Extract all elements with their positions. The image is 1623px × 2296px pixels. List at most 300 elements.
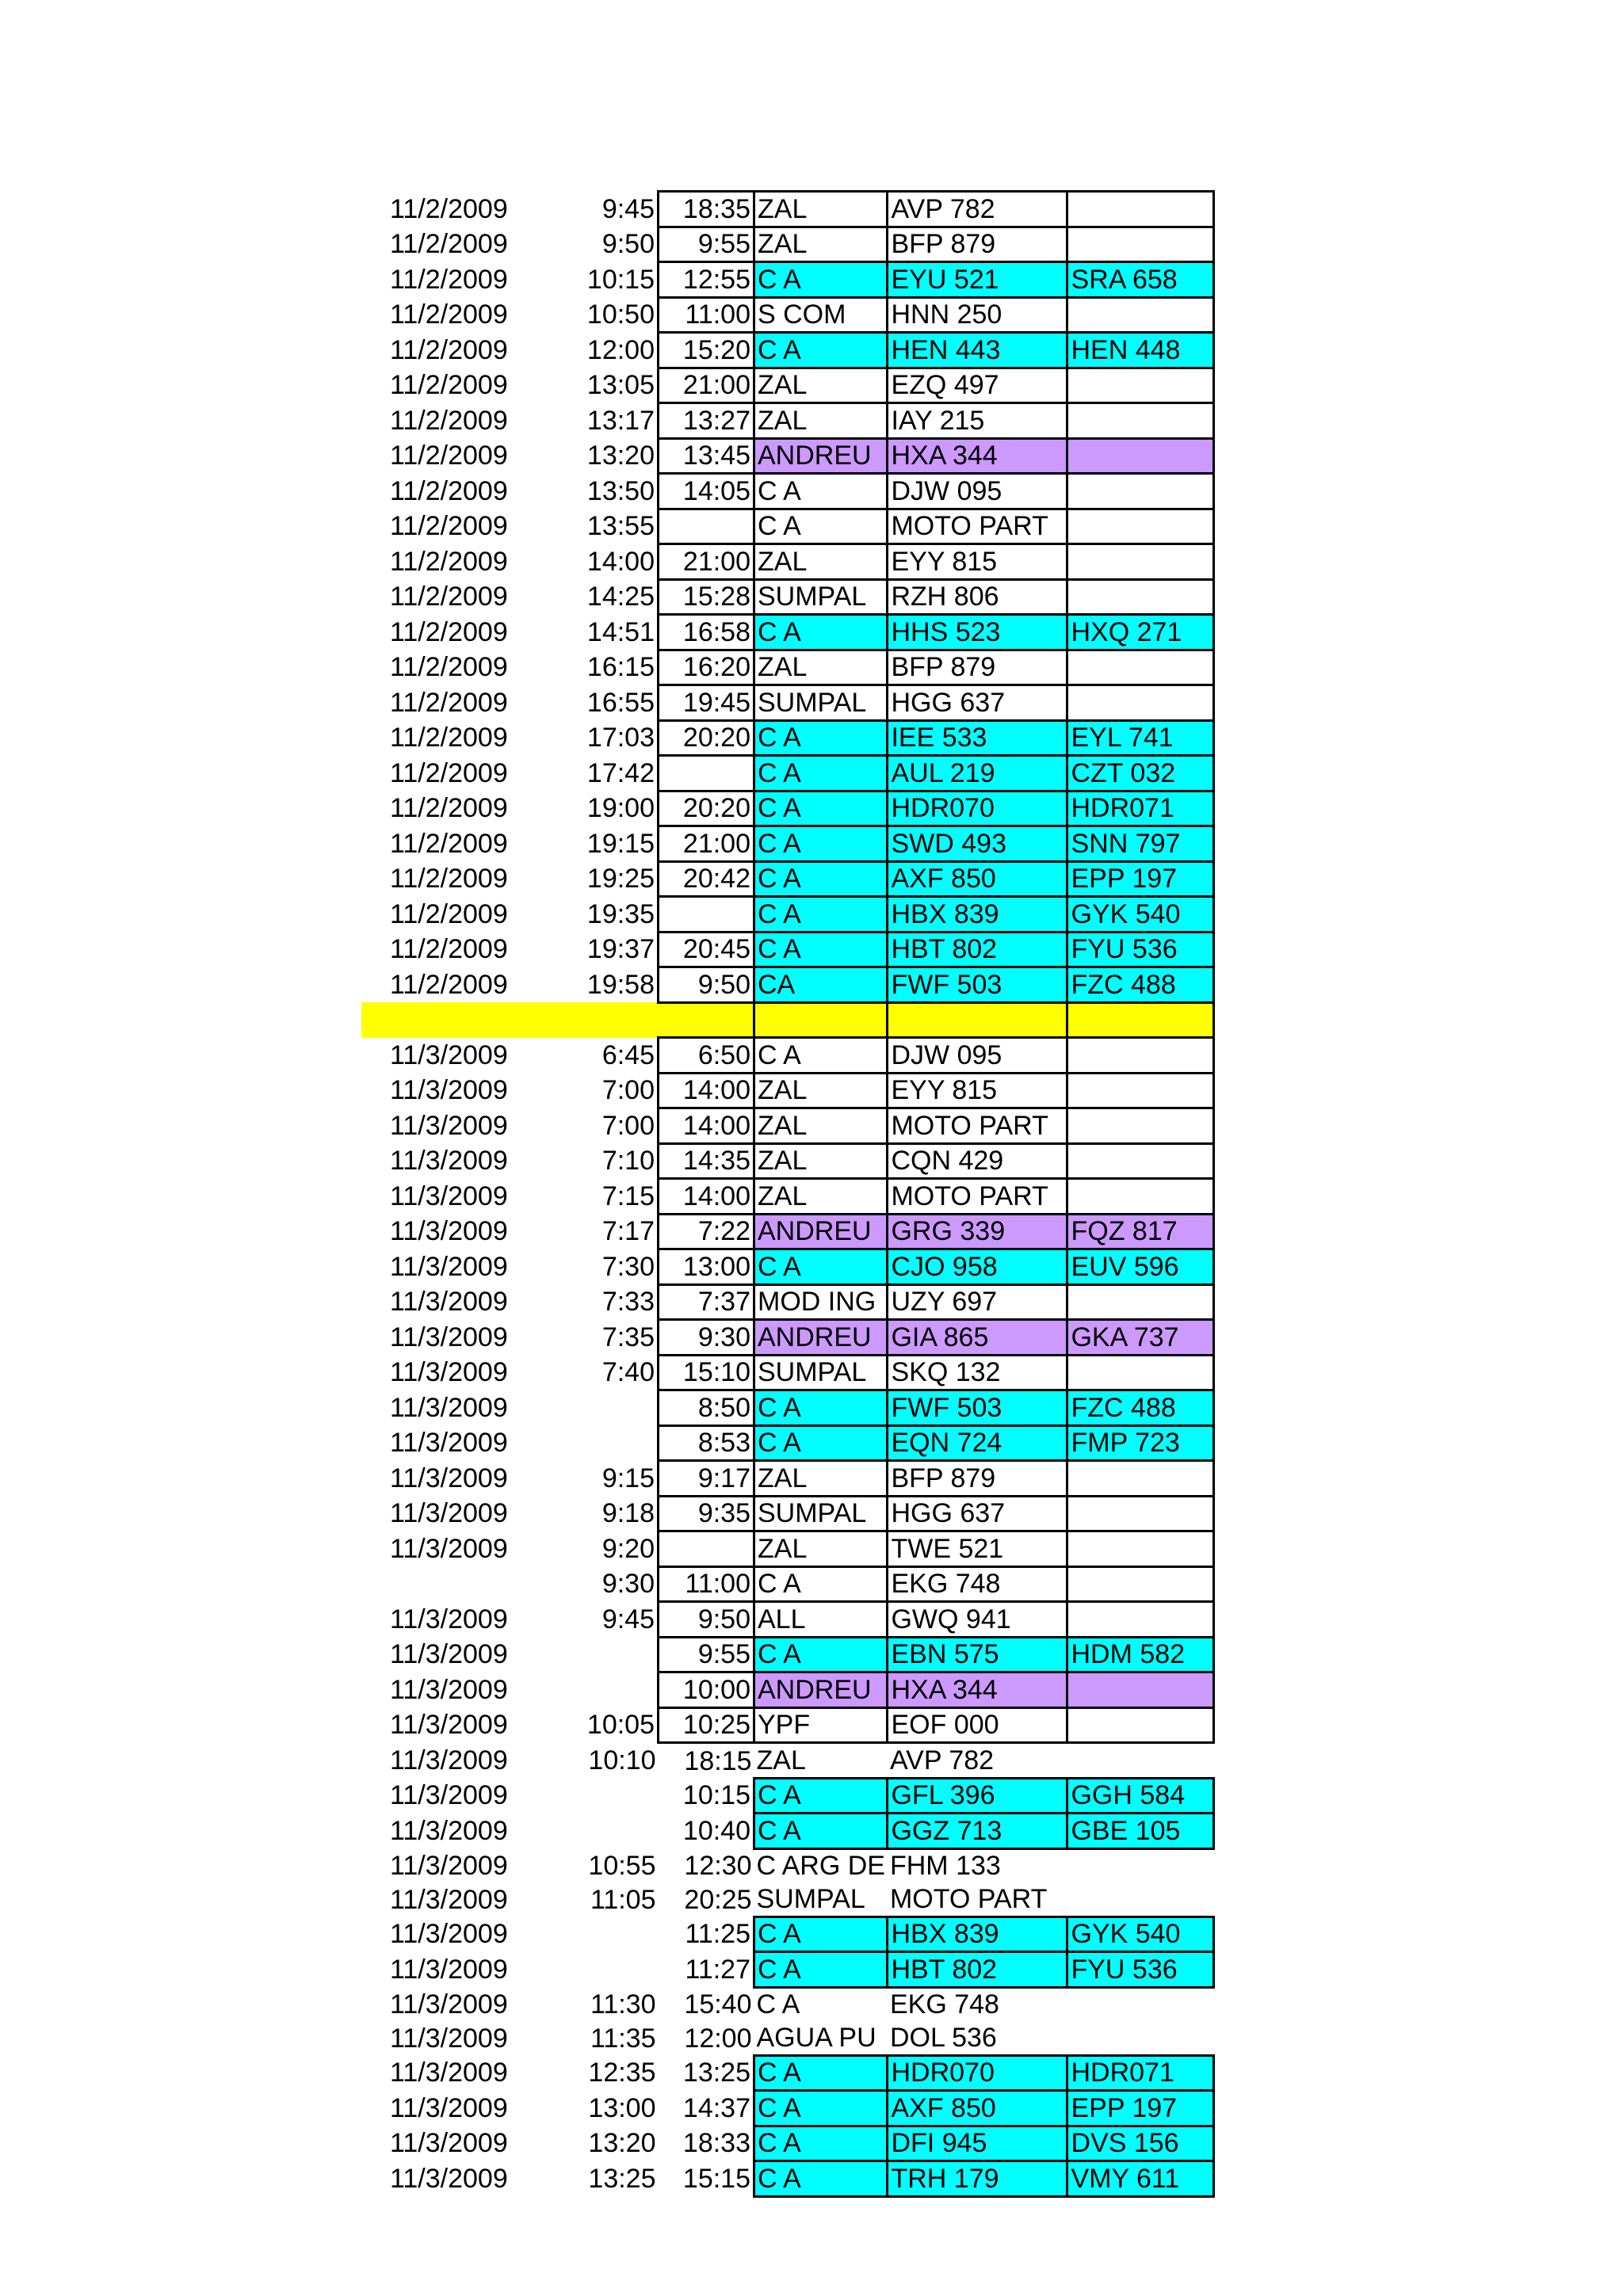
date-cell[interactable]: 11/3/2009: [390, 1639, 508, 1670]
end-time-cell[interactable]: 8:50: [659, 1390, 754, 1426]
plate-cell[interactable]: AXF 850: [888, 861, 1067, 897]
end-time-cell[interactable]: 10:15: [682, 1780, 750, 1811]
company-cell[interactable]: ZAL: [754, 192, 888, 227]
start-time-cell[interactable]: 16:15: [586, 652, 655, 683]
company-cell[interactable]: ZAL: [754, 1179, 888, 1215]
second-plate-cell[interactable]: HDR071: [1067, 2055, 1214, 2091]
end-time-cell[interactable]: 7:37: [659, 1284, 754, 1320]
second-plate-cell[interactable]: GYK 540: [1067, 1917, 1214, 1952]
date-cell[interactable]: 11/3/2009: [390, 1533, 508, 1564]
second-plate-cell[interactable]: [1067, 403, 1214, 439]
plate-cell[interactable]: HEN 443: [888, 333, 1067, 368]
plate-cell[interactable]: MOTO PART: [888, 509, 1067, 544]
end-time-cell[interactable]: 9:17: [659, 1461, 754, 1497]
second-plate-cell[interactable]: FMP 723: [1067, 1425, 1214, 1461]
company-cell[interactable]: C A: [754, 1917, 888, 1952]
start-time-cell[interactable]: 14:51: [586, 616, 655, 647]
date-cell[interactable]: 11/3/2009: [390, 1180, 508, 1211]
date-cell[interactable]: 11/3/2009: [390, 2163, 508, 2194]
date-cell[interactable]: 11/2/2009: [390, 793, 508, 824]
start-time-cell[interactable]: 10:50: [586, 299, 655, 330]
company-cell[interactable]: ANDREU: [754, 1214, 888, 1249]
start-time-cell[interactable]: 19:00: [586, 793, 655, 824]
start-time-cell[interactable]: 13:00: [588, 2092, 656, 2123]
start-time-cell[interactable]: 6:45: [601, 1039, 655, 1070]
plate-cell[interactable]: FWF 503: [888, 1390, 1067, 1426]
end-time-cell[interactable]: 10:00: [659, 1672, 754, 1708]
company-cell[interactable]: C A: [754, 615, 888, 650]
company-cell[interactable]: C A: [754, 1566, 888, 1602]
second-plate-cell[interactable]: [1067, 1143, 1214, 1179]
start-time-cell[interactable]: [543, 1778, 659, 1814]
date-cell[interactable]: [361, 1002, 543, 1038]
plate-cell[interactable]: FHM 133: [889, 1851, 1001, 1882]
date-cell[interactable]: 11/3/2009: [390, 1463, 508, 1493]
date-cell[interactable]: 11/3/2009: [390, 1287, 508, 1318]
second-plate-cell[interactable]: HEN 448: [1067, 333, 1214, 368]
start-time-cell[interactable]: 17:42: [586, 757, 655, 788]
company-cell[interactable]: C A: [754, 1390, 888, 1426]
end-time-cell[interactable]: 12:00: [684, 2023, 752, 2054]
end-time-cell[interactable]: 19:45: [659, 685, 754, 721]
date-cell[interactable]: 11/3/2009: [390, 1884, 508, 1915]
second-plate-cell[interactable]: [1067, 1002, 1214, 1038]
plate-cell[interactable]: MOTO PART: [888, 1108, 1067, 1144]
second-plate-cell[interactable]: FYU 536: [1067, 932, 1214, 967]
date-cell[interactable]: 11/3/2009: [390, 1815, 508, 1846]
end-time-cell[interactable]: 9:55: [659, 1637, 754, 1672]
start-time-cell[interactable]: 7:40: [601, 1357, 655, 1388]
company-cell[interactable]: C A: [754, 2055, 888, 2091]
start-time-cell[interactable]: 9:15: [601, 1463, 655, 1493]
end-time-cell[interactable]: 21:00: [659, 544, 754, 580]
plate-cell[interactable]: GWQ 941: [888, 1602, 1067, 1638]
end-time-cell[interactable]: 9:50: [659, 967, 754, 1003]
end-time-cell[interactable]: 9:55: [659, 227, 754, 262]
plate-cell[interactable]: EOF 000: [888, 1707, 1067, 1743]
end-time-cell[interactable]: 11:25: [685, 1919, 750, 1950]
start-time-cell[interactable]: [543, 1917, 659, 1952]
second-plate-cell[interactable]: HDM 582: [1067, 1637, 1214, 1672]
end-time-cell[interactable]: 14:00: [659, 1108, 754, 1144]
second-plate-cell[interactable]: [1067, 297, 1214, 333]
start-time-cell[interactable]: 19:58: [586, 969, 655, 1000]
company-cell[interactable]: C A: [754, 1952, 888, 1988]
date-cell[interactable]: 11/2/2009: [390, 405, 508, 436]
date-cell[interactable]: 11/3/2009: [390, 1357, 508, 1388]
end-time-cell[interactable]: 13:27: [659, 403, 754, 439]
end-time-cell[interactable]: 20:20: [659, 720, 754, 756]
end-time-cell[interactable]: 9:35: [659, 1496, 754, 1531]
second-plate-cell[interactable]: [1067, 1355, 1214, 1390]
date-cell[interactable]: 11/3/2009: [390, 1989, 508, 2019]
end-time-cell[interactable]: 11:00: [659, 1566, 754, 1602]
date-cell[interactable]: 11/3/2009: [390, 2023, 508, 2054]
date-cell[interactable]: 11/2/2009: [390, 934, 508, 965]
plate-cell[interactable]: [888, 1002, 1067, 1038]
company-cell[interactable]: C A: [754, 509, 888, 544]
plate-cell[interactable]: HGG 637: [888, 685, 1067, 721]
plate-cell[interactable]: EYY 815: [888, 544, 1067, 580]
end-time-cell[interactable]: 18:33: [682, 2128, 750, 2159]
plate-cell[interactable]: EKG 748: [889, 1989, 999, 2020]
date-cell[interactable]: 11/2/2009: [390, 193, 508, 224]
company-cell[interactable]: ZAL: [754, 1143, 888, 1179]
plate-cell[interactable]: SWD 493: [888, 826, 1067, 862]
end-time-cell[interactable]: 11:00: [659, 297, 754, 333]
start-time-cell[interactable]: 9:30: [601, 1569, 655, 1600]
end-time-cell[interactable]: 16:20: [659, 650, 754, 685]
second-plate-cell[interactable]: [1067, 1179, 1214, 1215]
plate-cell[interactable]: GIA 865: [888, 1320, 1067, 1356]
company-cell[interactable]: C A: [754, 1637, 888, 1672]
end-time-cell[interactable]: 14:05: [659, 474, 754, 509]
date-cell[interactable]: 11/2/2009: [390, 828, 508, 859]
date-cell[interactable]: 11/2/2009: [390, 757, 508, 788]
start-time-cell[interactable]: 13:50: [586, 475, 655, 506]
date-cell[interactable]: 11/2/2009: [390, 475, 508, 506]
start-time-cell[interactable]: 16:55: [586, 687, 655, 718]
company-cell[interactable]: C A: [754, 1814, 888, 1849]
second-plate-cell[interactable]: [1067, 650, 1214, 685]
date-cell[interactable]: 11/3/2009: [390, 1146, 508, 1177]
company-cell[interactable]: S COM: [754, 297, 888, 333]
start-time-cell[interactable]: 9:20: [601, 1533, 655, 1564]
start-time-cell[interactable]: 7:35: [601, 1322, 655, 1352]
start-time-cell[interactable]: 7:33: [601, 1287, 655, 1318]
end-time-cell[interactable]: 20:42: [659, 861, 754, 897]
date-cell[interactable]: 11/3/2009: [390, 1075, 508, 1106]
company-cell[interactable]: ZAL: [754, 1073, 888, 1108]
company-cell[interactable]: ZAL: [754, 650, 888, 685]
plate-cell[interactable]: TWE 521: [888, 1531, 1067, 1567]
end-time-cell[interactable]: 20:20: [659, 791, 754, 826]
second-plate-cell[interactable]: [1067, 474, 1214, 509]
company-cell[interactable]: ZAL: [756, 1745, 806, 1775]
second-plate-cell[interactable]: [1067, 1108, 1214, 1144]
company-cell[interactable]: SUMPAL: [756, 1883, 865, 1914]
plate-cell[interactable]: HBT 802: [888, 932, 1067, 967]
second-plate-cell[interactable]: HDR071: [1067, 791, 1214, 826]
end-time-cell[interactable]: 15:28: [659, 579, 754, 615]
plate-cell[interactable]: HGG 637: [888, 1496, 1067, 1531]
plate-cell[interactable]: AXF 850: [888, 2091, 1067, 2126]
company-cell[interactable]: C A: [754, 1038, 888, 1074]
start-time-cell[interactable]: 9:45: [601, 1604, 655, 1634]
date-cell[interactable]: 11/2/2009: [390, 511, 508, 542]
second-plate-cell[interactable]: [1067, 685, 1214, 721]
date-cell[interactable]: 11/3/2009: [390, 1392, 508, 1423]
end-time-cell[interactable]: [659, 756, 754, 791]
company-cell[interactable]: C A: [754, 474, 888, 509]
end-time-cell[interactable]: [659, 1002, 754, 1038]
second-plate-cell[interactable]: [1067, 1672, 1214, 1708]
date-cell[interactable]: 11/2/2009: [390, 264, 508, 295]
company-cell[interactable]: C A: [754, 2161, 888, 2197]
date-cell[interactable]: 11/3/2009: [390, 1251, 508, 1282]
company-cell[interactable]: C A: [754, 2126, 888, 2161]
end-time-cell[interactable]: 14:00: [659, 1073, 754, 1108]
plate-cell[interactable]: HHS 523: [888, 615, 1067, 650]
start-time-cell[interactable]: [543, 1002, 659, 1038]
plate-cell[interactable]: CJO 958: [888, 1249, 1067, 1285]
second-plate-cell[interactable]: [1067, 1531, 1214, 1567]
end-time-cell[interactable]: 8:53: [659, 1425, 754, 1461]
company-cell[interactable]: C A: [754, 897, 888, 933]
end-time-cell[interactable]: [659, 897, 754, 933]
second-plate-cell[interactable]: EPP 197: [1067, 861, 1214, 897]
second-plate-cell[interactable]: [1067, 1707, 1214, 1743]
plate-cell[interactable]: EBN 575: [888, 1637, 1067, 1672]
second-plate-cell[interactable]: CZT 032: [1067, 756, 1214, 791]
company-cell[interactable]: C A: [756, 1989, 800, 2020]
date-cell[interactable]: 11/3/2009: [390, 1954, 508, 1985]
plate-cell[interactable]: EYY 815: [888, 1073, 1067, 1108]
date-cell[interactable]: 11/2/2009: [390, 723, 508, 753]
company-cell[interactable]: ANDREU: [754, 1320, 888, 1356]
plate-cell[interactable]: EZQ 497: [888, 368, 1067, 403]
date-cell[interactable]: 11/2/2009: [390, 616, 508, 647]
second-plate-cell[interactable]: [1067, 1284, 1214, 1320]
plate-cell[interactable]: RZH 806: [888, 579, 1067, 615]
second-plate-cell[interactable]: [1067, 1848, 1214, 1882]
start-time-cell[interactable]: 12:00: [586, 334, 655, 365]
date-cell[interactable]: 11/3/2009: [390, 1604, 508, 1634]
date-cell[interactable]: 11/3/2009: [390, 1850, 508, 1881]
second-plate-cell[interactable]: [1067, 509, 1214, 544]
second-plate-cell[interactable]: SNN 797: [1067, 826, 1214, 862]
start-time-cell[interactable]: 14:00: [586, 546, 655, 577]
end-time-cell[interactable]: 7:22: [659, 1214, 754, 1249]
plate-cell[interactable]: EKG 748: [888, 1566, 1067, 1602]
start-time-cell[interactable]: 7:00: [601, 1075, 655, 1106]
end-time-cell[interactable]: 10:40: [682, 1815, 750, 1846]
company-cell[interactable]: C A: [754, 2091, 888, 2126]
start-time-cell[interactable]: 7:00: [601, 1110, 655, 1141]
company-cell[interactable]: ZAL: [754, 1108, 888, 1144]
start-time-cell[interactable]: 14:25: [586, 582, 655, 612]
company-cell[interactable]: C A: [754, 932, 888, 967]
date-cell[interactable]: 11/2/2009: [390, 652, 508, 683]
date-cell[interactable]: 11/3/2009: [390, 1039, 508, 1070]
start-time-cell[interactable]: [543, 1814, 659, 1849]
start-time-cell[interactable]: 9:18: [601, 1498, 655, 1529]
end-time-cell[interactable]: 9:50: [659, 1602, 754, 1638]
date-cell[interactable]: 11/3/2009: [390, 2058, 508, 2088]
company-cell[interactable]: AGUA PU: [756, 2022, 876, 2053]
plate-cell[interactable]: GRG 339: [888, 1214, 1067, 1249]
start-time-cell[interactable]: 11:05: [590, 1884, 656, 1915]
plate-cell[interactable]: DJW 095: [888, 1038, 1067, 1074]
start-time-cell[interactable]: 13:20: [588, 2128, 656, 2159]
end-time-cell[interactable]: [659, 509, 754, 544]
end-time-cell[interactable]: 21:00: [659, 826, 754, 862]
second-plate-cell[interactable]: [1067, 438, 1214, 474]
company-cell[interactable]: C A: [754, 333, 888, 368]
end-time-cell[interactable]: 15:15: [682, 2163, 750, 2194]
company-cell[interactable]: SUMPAL: [754, 685, 888, 721]
company-cell[interactable]: CA: [754, 967, 888, 1003]
start-time-cell[interactable]: 13:55: [586, 511, 655, 542]
date-cell[interactable]: 11/3/2009: [390, 1428, 508, 1459]
date-cell[interactable]: 11/3/2009: [390, 2128, 508, 2159]
plate-cell[interactable]: HDR070: [888, 791, 1067, 826]
plate-cell[interactable]: HXA 344: [888, 1672, 1067, 1708]
second-plate-cell[interactable]: GBE 105: [1067, 1814, 1214, 1849]
date-cell[interactable]: 11/2/2009: [390, 864, 508, 894]
start-time-cell[interactable]: 13:05: [586, 370, 655, 401]
company-cell[interactable]: ZAL: [754, 227, 888, 262]
company-cell[interactable]: SUMPAL: [754, 579, 888, 615]
start-time-cell[interactable]: 19:37: [586, 934, 655, 965]
start-time-cell[interactable]: 10:55: [588, 1850, 656, 1881]
second-plate-cell[interactable]: [1067, 1566, 1214, 1602]
date-cell[interactable]: 11/2/2009: [390, 334, 508, 365]
company-cell[interactable]: ZAL: [754, 403, 888, 439]
plate-cell[interactable]: SKQ 132: [888, 1355, 1067, 1390]
end-time-cell[interactable]: 18:15: [684, 1745, 752, 1776]
second-plate-cell[interactable]: [1067, 2021, 1214, 2055]
plate-cell[interactable]: AVP 782: [889, 1745, 995, 1775]
company-cell[interactable]: ZAL: [754, 368, 888, 403]
start-time-cell[interactable]: [543, 1952, 659, 1988]
start-time-cell[interactable]: 10:05: [586, 1710, 655, 1741]
end-time-cell[interactable]: 18:35: [659, 192, 754, 227]
end-time-cell[interactable]: 13:45: [659, 438, 754, 474]
plate-cell[interactable]: EQN 724: [888, 1425, 1067, 1461]
company-cell[interactable]: YPF: [754, 1707, 888, 1743]
start-time-cell[interactable]: [543, 1390, 659, 1426]
start-time-cell[interactable]: 7:17: [601, 1216, 655, 1247]
end-time-cell[interactable]: [659, 1531, 754, 1567]
end-time-cell[interactable]: 11:27: [685, 1954, 750, 1985]
end-time-cell[interactable]: 6:50: [659, 1038, 754, 1074]
company-cell[interactable]: C A: [754, 262, 888, 298]
second-plate-cell[interactable]: VMY 611: [1067, 2161, 1214, 2197]
end-time-cell[interactable]: 15:20: [659, 333, 754, 368]
end-time-cell[interactable]: 20:45: [659, 932, 754, 967]
second-plate-cell[interactable]: [1067, 1743, 1214, 1779]
plate-cell[interactable]: UZY 697: [888, 1284, 1067, 1320]
company-cell[interactable]: C A: [754, 1778, 888, 1814]
start-time-cell[interactable]: 13:17: [586, 405, 655, 436]
end-time-cell[interactable]: 12:55: [659, 262, 754, 298]
second-plate-cell[interactable]: SRA 658: [1067, 262, 1214, 298]
start-time-cell[interactable]: 7:15: [601, 1180, 655, 1211]
company-cell[interactable]: C A: [754, 826, 888, 862]
second-plate-cell[interactable]: EUV 596: [1067, 1249, 1214, 1285]
plate-cell[interactable]: BFP 879: [888, 650, 1067, 685]
second-plate-cell[interactable]: GYK 540: [1067, 897, 1214, 933]
date-cell[interactable]: 11/2/2009: [390, 370, 508, 401]
date-cell[interactable]: 11/3/2009: [390, 1322, 508, 1352]
start-time-cell[interactable]: [543, 1425, 659, 1461]
plate-cell[interactable]: AVP 782: [888, 192, 1067, 227]
end-time-cell[interactable]: 21:00: [659, 368, 754, 403]
company-cell[interactable]: C A: [754, 1249, 888, 1285]
plate-cell[interactable]: DOL 536: [889, 2022, 997, 2053]
plate-cell[interactable]: AUL 219: [888, 756, 1067, 791]
date-cell[interactable]: 11/2/2009: [390, 969, 508, 1000]
start-time-cell[interactable]: 10:10: [588, 1745, 656, 1775]
second-plate-cell[interactable]: HXQ 271: [1067, 615, 1214, 650]
end-time-cell[interactable]: 10:25: [659, 1707, 754, 1743]
second-plate-cell[interactable]: GGH 584: [1067, 1778, 1214, 1814]
start-time-cell[interactable]: [543, 1672, 659, 1708]
date-cell[interactable]: 11/2/2009: [390, 898, 508, 929]
second-plate-cell[interactable]: [1067, 1496, 1214, 1531]
start-time-cell[interactable]: 7:30: [601, 1251, 655, 1282]
second-plate-cell[interactable]: FZC 488: [1067, 967, 1214, 1003]
plate-cell[interactable]: IEE 533: [888, 720, 1067, 756]
date-cell[interactable]: 11/3/2009: [390, 1674, 508, 1705]
second-plate-cell[interactable]: GKA 737: [1067, 1320, 1214, 1356]
start-time-cell[interactable]: 7:10: [601, 1146, 655, 1177]
date-cell[interactable]: 11/3/2009: [390, 1710, 508, 1741]
end-time-cell[interactable]: 13:25: [682, 2058, 750, 2088]
plate-cell[interactable]: DJW 095: [888, 474, 1067, 509]
company-cell[interactable]: SUMPAL: [754, 1496, 888, 1531]
company-cell[interactable]: [754, 1002, 888, 1038]
start-time-cell[interactable]: 13:20: [586, 441, 655, 471]
date-cell[interactable]: 11/3/2009: [390, 1745, 508, 1775]
date-cell[interactable]: 11/3/2009: [390, 2092, 508, 2123]
end-time-cell[interactable]: 14:00: [659, 1179, 754, 1215]
start-time-cell[interactable]: 9:50: [601, 229, 655, 260]
second-plate-cell[interactable]: [1067, 544, 1214, 580]
start-time-cell[interactable]: 9:45: [601, 193, 655, 224]
company-cell[interactable]: ANDREU: [754, 438, 888, 474]
second-plate-cell[interactable]: FYU 536: [1067, 1952, 1214, 1988]
date-cell[interactable]: 11/2/2009: [390, 299, 508, 330]
date-cell[interactable]: [361, 1566, 543, 1602]
second-plate-cell[interactable]: EYL 741: [1067, 720, 1214, 756]
plate-cell[interactable]: GGZ 713: [888, 1814, 1067, 1849]
company-cell[interactable]: ZAL: [754, 1531, 888, 1567]
plate-cell[interactable]: BFP 879: [888, 227, 1067, 262]
second-plate-cell[interactable]: [1067, 579, 1214, 615]
plate-cell[interactable]: EYU 521: [888, 262, 1067, 298]
plate-cell[interactable]: TRH 179: [888, 2161, 1067, 2197]
date-cell[interactable]: 11/2/2009: [390, 546, 508, 577]
plate-cell[interactable]: DFI 945: [888, 2126, 1067, 2161]
date-cell[interactable]: 11/3/2009: [390, 1110, 508, 1141]
plate-cell[interactable]: HNN 250: [888, 297, 1067, 333]
plate-cell[interactable]: MOTO PART: [889, 1883, 1048, 1914]
plate-cell[interactable]: HBX 839: [888, 897, 1067, 933]
date-cell[interactable]: 11/3/2009: [390, 1216, 508, 1247]
company-cell[interactable]: ZAL: [754, 544, 888, 580]
plate-cell[interactable]: FWF 503: [888, 967, 1067, 1003]
company-cell[interactable]: MOD ING: [754, 1284, 888, 1320]
end-time-cell[interactable]: 15:10: [659, 1355, 754, 1390]
end-time-cell[interactable]: 14:35: [659, 1143, 754, 1179]
date-cell[interactable]: 11/3/2009: [390, 1919, 508, 1950]
second-plate-cell[interactable]: [1067, 1987, 1214, 2021]
start-time-cell[interactable]: 11:35: [590, 2023, 656, 2054]
company-cell[interactable]: ANDREU: [754, 1672, 888, 1708]
start-time-cell[interactable]: 19:25: [586, 864, 655, 894]
plate-cell[interactable]: HBT 802: [888, 1952, 1067, 1988]
second-plate-cell[interactable]: [1067, 1882, 1214, 1917]
end-time-cell[interactable]: 12:30: [684, 1850, 752, 1881]
date-cell[interactable]: 11/3/2009: [390, 1780, 508, 1811]
plate-cell[interactable]: CQN 429: [888, 1143, 1067, 1179]
date-cell[interactable]: 11/2/2009: [390, 687, 508, 718]
plate-cell[interactable]: MOTO PART: [888, 1179, 1067, 1215]
second-plate-cell[interactable]: FQZ 817: [1067, 1214, 1214, 1249]
start-time-cell[interactable]: 10:15: [586, 264, 655, 295]
